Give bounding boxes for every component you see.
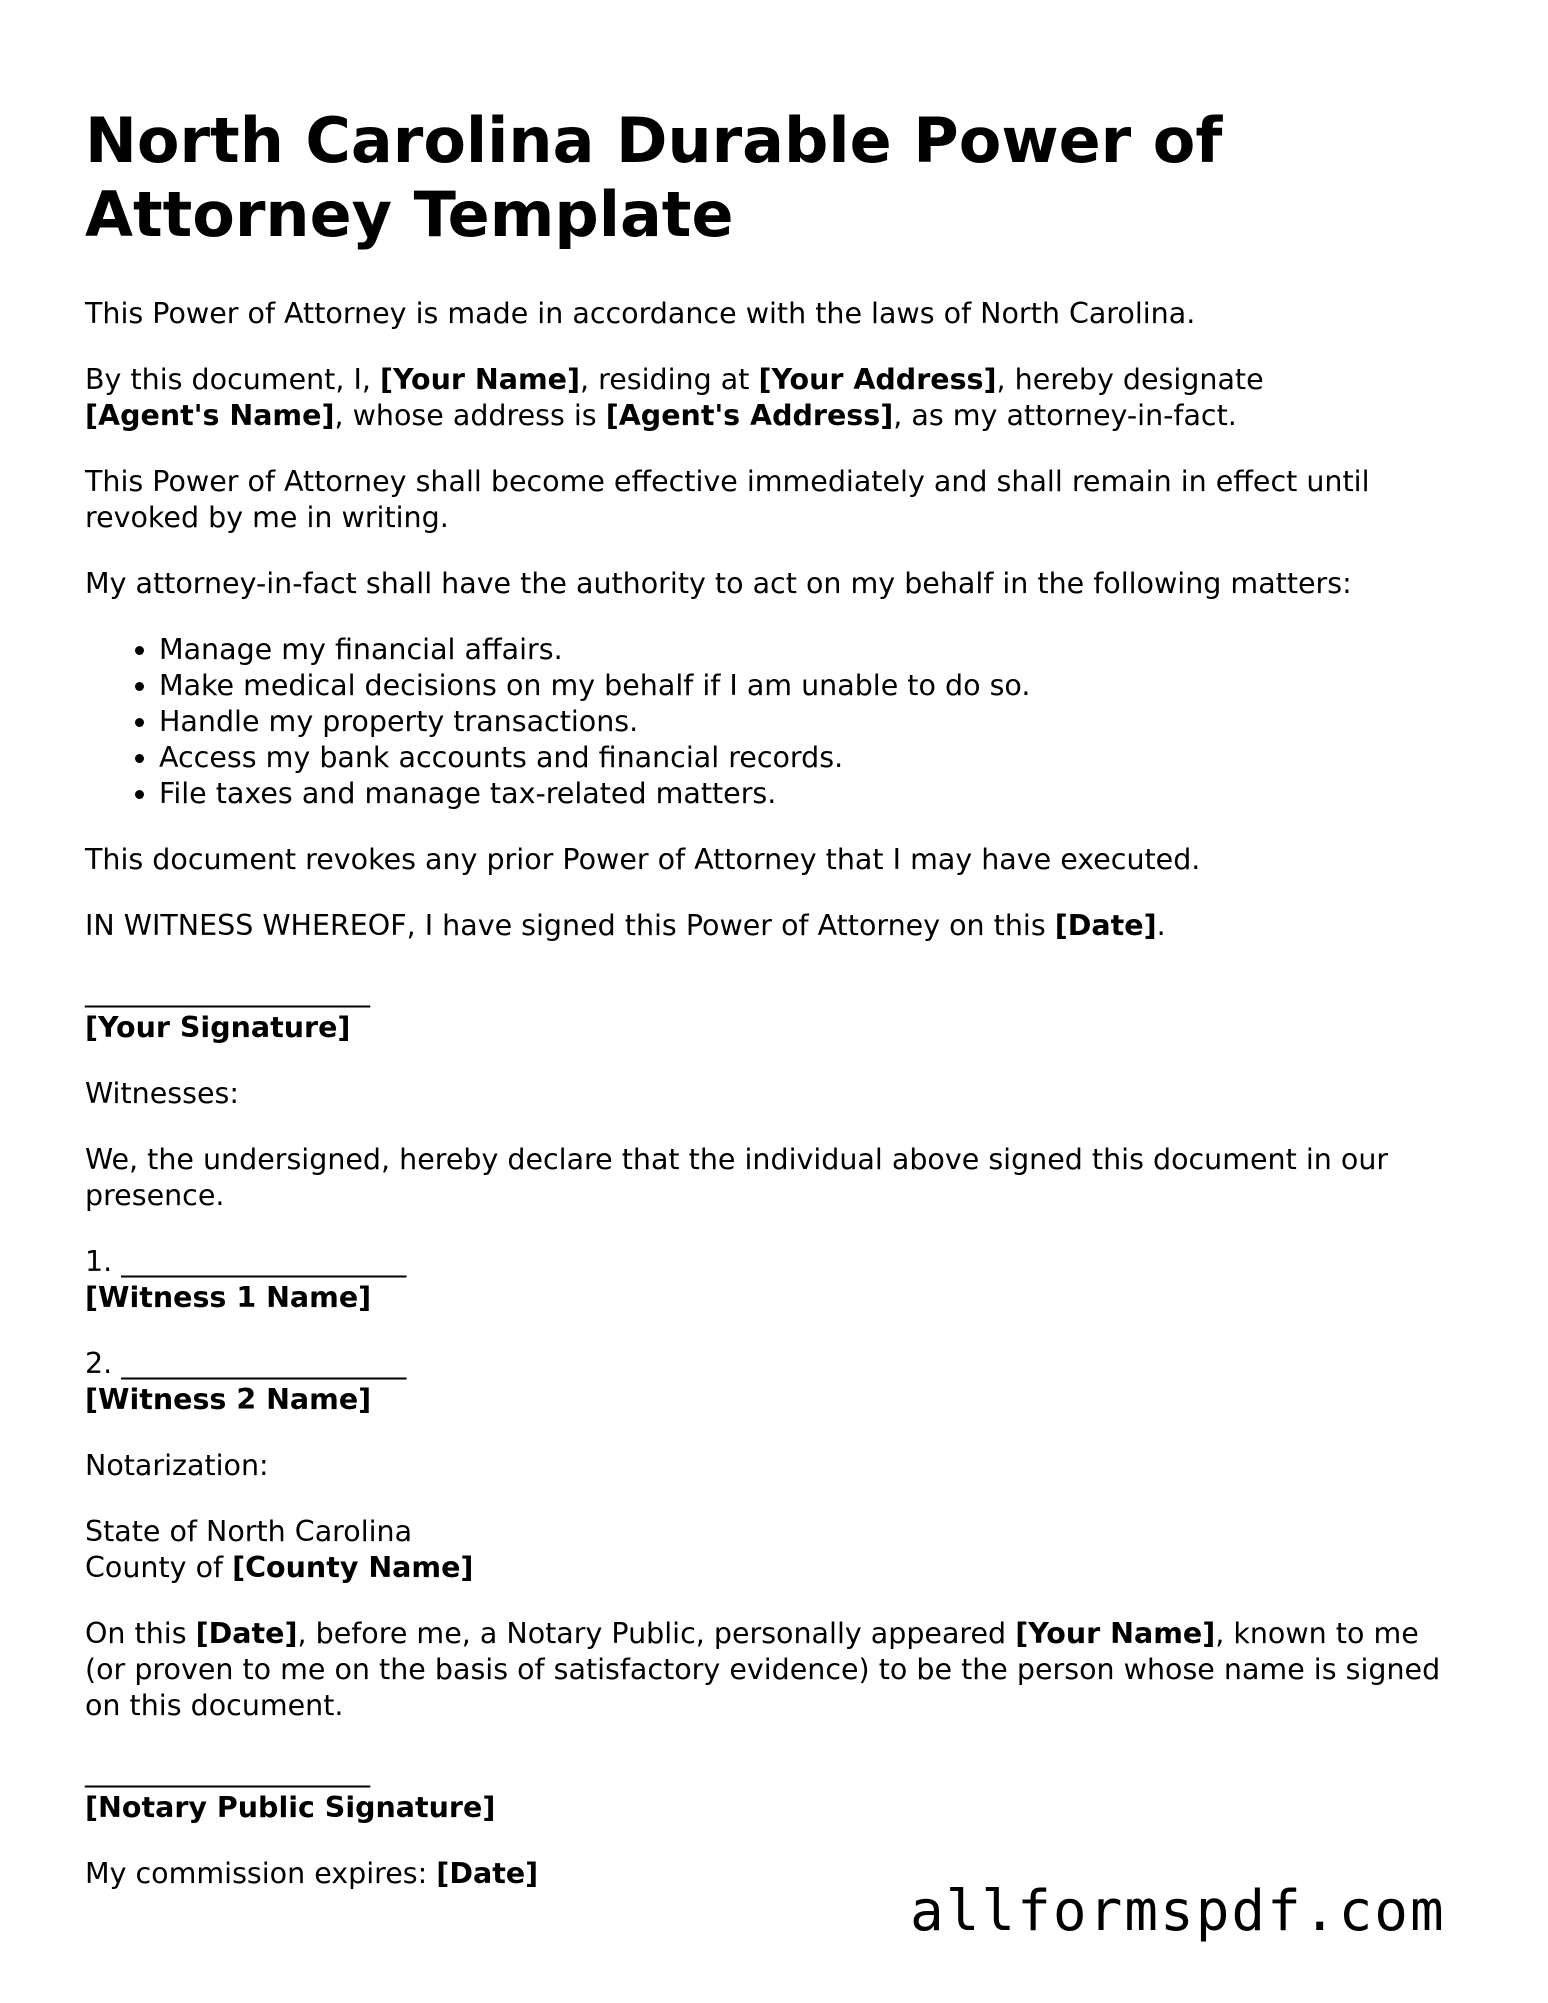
your-address-placeholder: [Your Address]: [758, 363, 997, 396]
venue-county-prefix: County of: [85, 1551, 233, 1584]
witness-1-label: [Witness 1 Name]: [85, 1281, 372, 1314]
list-item: • Manage my financial affairs.: [159, 632, 1465, 668]
witness-clause-text: IN WITNESS WHEREOF, I have signed this Power of Attorney on this: [85, 909, 1055, 942]
witness-2-label: [Witness 2 Name]: [85, 1383, 372, 1416]
signature-line: ____________________: [85, 975, 370, 1008]
site-watermark: allformspdf.com: [910, 1879, 1446, 1944]
witness-2-line: 2. ____________________: [85, 1347, 407, 1380]
venue-state: State of North Carolina: [85, 1515, 413, 1548]
agent-address-placeholder: [Agent's Address]: [605, 399, 894, 432]
witnesses-heading: Witnesses:: [85, 1077, 239, 1110]
date-placeholder: [Date]: [436, 1857, 539, 1890]
designation-text: , whose address is: [334, 399, 606, 432]
venue-block: [85, 1514, 1465, 1586]
principal-signature-block: [85, 974, 1465, 1046]
witness-1-block: [85, 1244, 1465, 1316]
date-placeholder: [Date]: [195, 1617, 298, 1650]
list-item: • File taxes and manage tax-related matters.: [159, 776, 1465, 812]
notary-text: On this: [85, 1617, 196, 1650]
date-placeholder: [Date]: [1054, 909, 1157, 942]
authority-intro: My attorney-in-fact shall have the authority to act on my behalf in the following matters:: [85, 567, 1352, 600]
designation-paragraph: [85, 362, 1465, 434]
witness-clause-text: .: [1156, 909, 1166, 942]
your-name-placeholder: [Your Name]: [379, 363, 581, 396]
intro-paragraph: This Power of Attorney is made in accordance with the laws of North Carolina.: [85, 297, 1196, 330]
designation-text: , as my attorney-in-fact.: [893, 399, 1237, 432]
notarization-heading: Notarization:: [85, 1449, 269, 1482]
witness-clause: [85, 908, 1465, 944]
commission-text: My commission expires:: [85, 1857, 437, 1890]
witness-2-block: [85, 1346, 1465, 1418]
witness-1-line: 1. ____________________: [85, 1245, 407, 1278]
powers-list: [85, 632, 1465, 812]
revocation-paragraph: This document revokes any prior Power of Attorney that I may have executed.: [85, 843, 1201, 876]
page-title: North Carolina Durable Power of Attorney Template: [85, 104, 1223, 251]
county-placeholder: [County Name]: [232, 1551, 474, 1584]
list-item: • Access my bank accounts and financial records.: [159, 740, 1465, 776]
your-name-placeholder: [Your Name]: [1015, 1617, 1216, 1650]
list-item: • Make medical decisions on my behalf if I am unable to do so.: [159, 668, 1465, 704]
designation-text: By this document, I,: [85, 363, 380, 396]
notary-signature-label: [Notary Public Signature]: [85, 1791, 496, 1824]
designation-text: , hereby designate: [996, 363, 1264, 396]
agent-name-placeholder: [Agent's Name]: [85, 399, 335, 432]
witnesses-declaration: We, the undersigned, hereby declare that the individual above signed this document in our presence.: [85, 1143, 1389, 1212]
signature-label: [Your Signature]: [85, 1011, 351, 1044]
notary-signature-line: ____________________: [85, 1755, 370, 1788]
notary-statement: [85, 1616, 1465, 1724]
document-page: [85, 104, 1465, 1922]
notary-text: , before me, a Notary Public, personally appeared: [297, 1617, 1016, 1650]
effective-paragraph: This Power of Attorney shall become effective immediately and shall remain in effect until revoked by me in writing.: [85, 465, 1370, 534]
designation-text: , residing at: [580, 363, 759, 396]
notary-signature-block: [85, 1754, 1465, 1826]
list-item: • Handle my property transactions.: [159, 704, 1465, 740]
notary-text: , known to me (or proven to me on the basis of satisfactory evidence) to be the person whose name is signed on this document.: [85, 1617, 1441, 1722]
